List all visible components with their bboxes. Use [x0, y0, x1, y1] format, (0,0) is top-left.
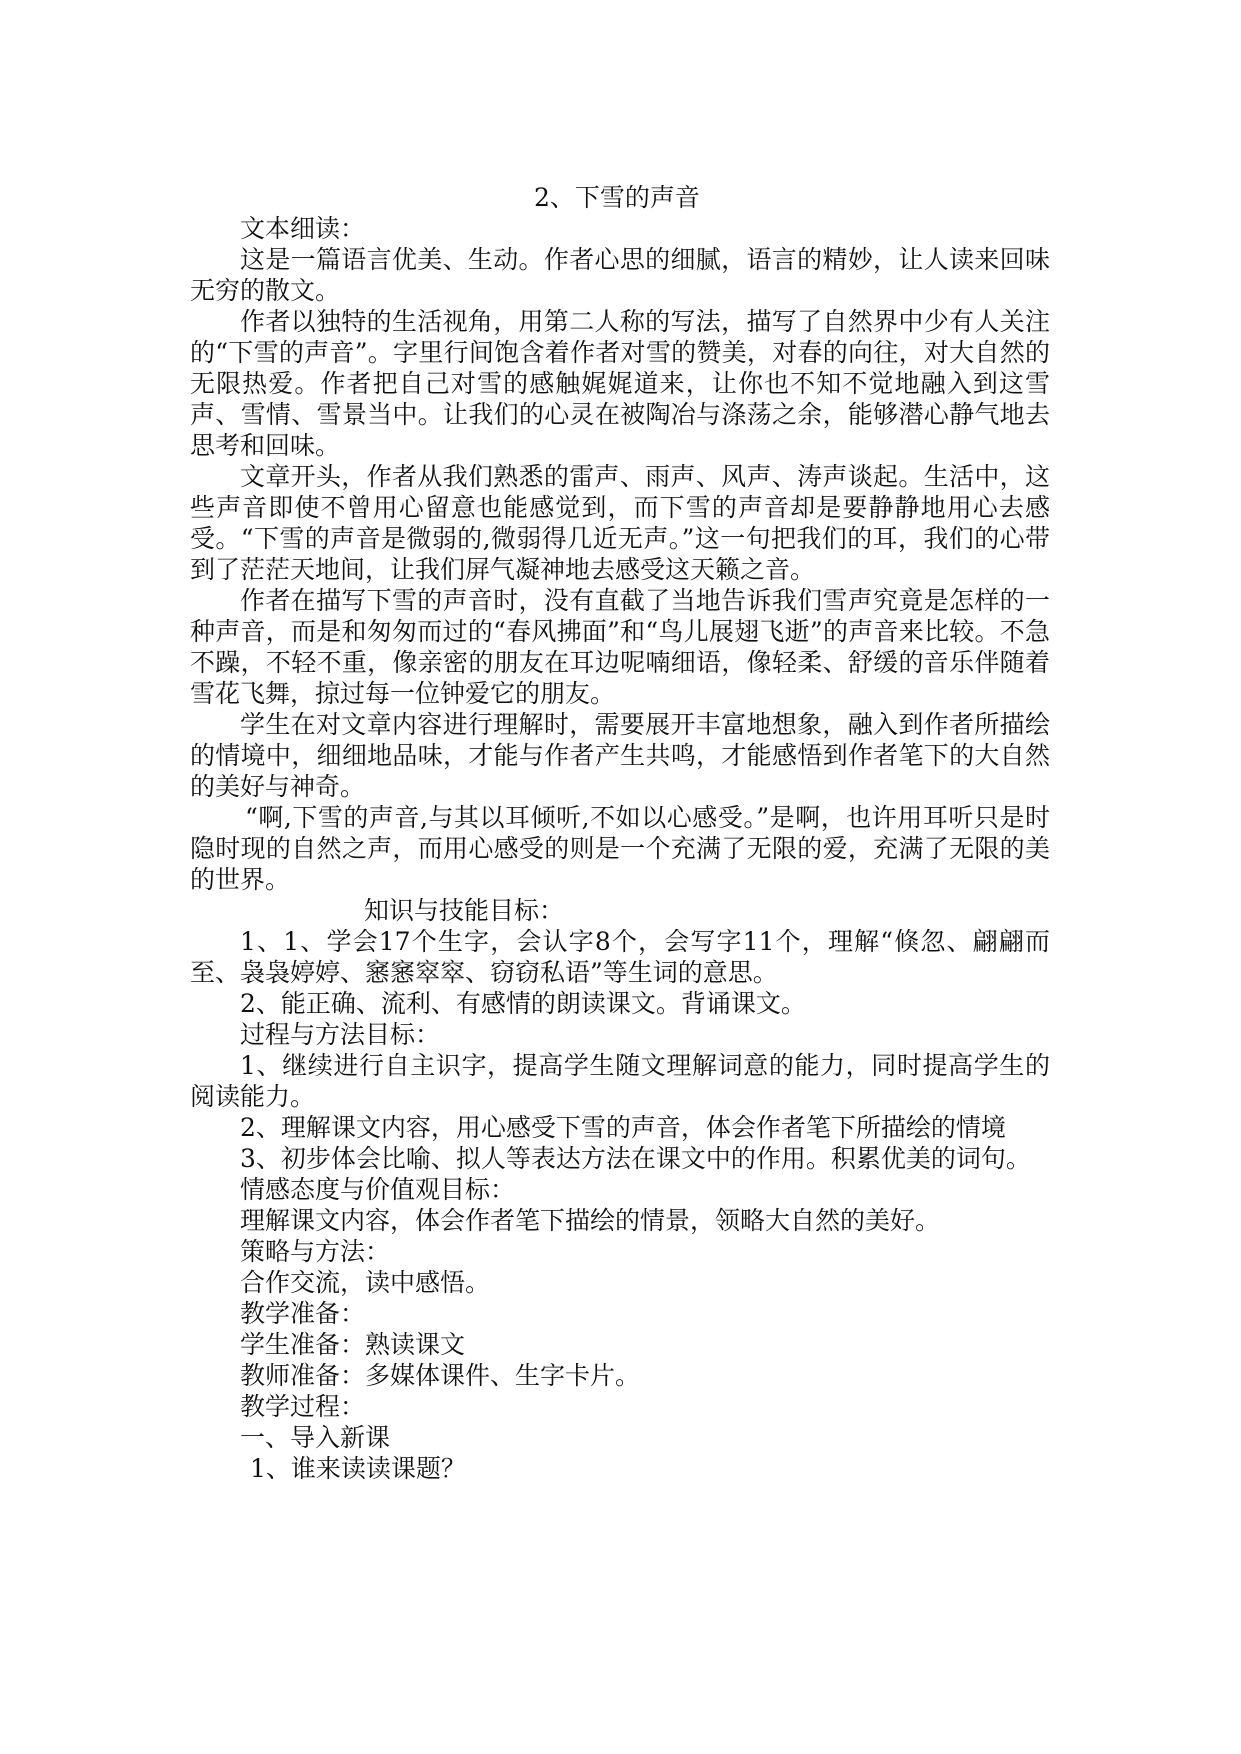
student-preparation: 学生准备：熟读课文 — [240, 1330, 466, 1359]
paragraph-student-imagination: 学生在对文章内容进行理解时，需要展开丰富地想象，融入到作者所描绘的情境中，细细地品味，才能与作者产生共鸣，才能感悟到作者笔下的大自然的美好与神奇。 — [190, 710, 1050, 801]
section-heading-strategy: 策略与方法： — [240, 1237, 391, 1266]
emotion-goal-text: 理解课文内容，体会作者笔下描绘的情景，领略大自然的美好。 — [240, 1206, 941, 1235]
paragraph-opening: 文章开头，作者从我们熟悉的雷声、雨声、风声、涛声谈起。生活中，这些声音即使不曾用心留意也能感觉到，而下雪的声音却是要静静地用心去感受。“下雪的声音是微弱的,微弱得几近无声。”这一句把我们的耳，我们的心带到了茫茫天地间，让我们屏气凝神地去感受这天籁之音。 — [190, 462, 1050, 584]
goal-item-2: 2、能正确、流利、有感情的朗读课文。背诵课文。 — [240, 989, 806, 1018]
section-heading-text-reading: 文本细读： — [240, 214, 366, 243]
goal-item-1: 1、1、学会17个生字，会认字8个，会写字11个，理解“倏忽、翩翩而至、袅袅婷婷、窸窸窣窣、窃窃私语”等生词的意思。 — [190, 927, 1050, 987]
process-goal-1: 1、继续进行自主识字，提高学生随文理解词意的能力，同时提高学生的阅读能力。 — [190, 1051, 1050, 1111]
section-heading-emotion-goals: 情感态度与价值观目标： — [240, 1175, 516, 1204]
section-heading-teaching-process: 教学过程： — [240, 1392, 366, 1421]
strategy-text: 合作交流，读中感悟。 — [240, 1268, 491, 1297]
step-read-title: 1、谁来读读课题？ — [250, 1454, 466, 1483]
process-goal-3: 3、初步体会比喻、拟人等表达方法在课文中的作用。积累优美的词句。 — [240, 1144, 1031, 1173]
process-goal-2: 2、理解课文内容，用心感受下雪的声音，体会作者笔下所描绘的情境 — [240, 1113, 1006, 1142]
document-body — [190, 182, 1050, 1484]
step-introduce-lesson: 一、导入新课 — [240, 1423, 391, 1452]
teacher-preparation: 教师准备：多媒体课件、生字卡片。 — [240, 1361, 641, 1390]
paragraph-perspective: 作者以独特的生活视角，用第二人称的写法，描写了自然界中少有人关注的“下雪的声音”。字里行间饱含着作者对雪的赞美，对春的向往，对大自然的无限热爱。作者把自己对雪的感触娓娓道来，让你也不知不觉地融入到这雪声、雪情、雪景当中。让我们的心灵在被陶冶与涤荡之余，能够潜心静气地去思考和回味。 — [190, 307, 1050, 460]
paragraph-intro: 这是一篇语言优美、生动。作者心思的细腻，语言的精妙，让人读来回味无穷的散文。 — [190, 245, 1050, 305]
section-heading-knowledge-goals: 知识与技能目标： — [364, 896, 565, 925]
paragraph-quote: “啊,下雪的声音,与其以耳倾听,不如以心感受。”是啊，也许用耳听只是时隐时现的自然之声，而用心感受的则是一个充满了无限的爱，充满了无限的美的世界。 — [190, 803, 1050, 894]
section-heading-preparation: 教学准备： — [240, 1299, 366, 1328]
document-title: 2、下雪的声音 — [534, 183, 700, 212]
paragraph-comparison: 作者在描写下雪的声音时，没有直截了当地告诉我们雪声究竟是怎样的一种声音，而是和匆匆而过的“春风拂面”和“鸟儿展翅飞逝”的声音来比较。不急不躁，不轻不重，像亲密的朋友在耳边呢喃细语，像轻柔、舒缓的音乐伴随着雪花飞舞，掠过每一位钟爱它的朋友。 — [190, 586, 1050, 708]
section-heading-process-goals: 过程与方法目标： — [240, 1020, 441, 1049]
